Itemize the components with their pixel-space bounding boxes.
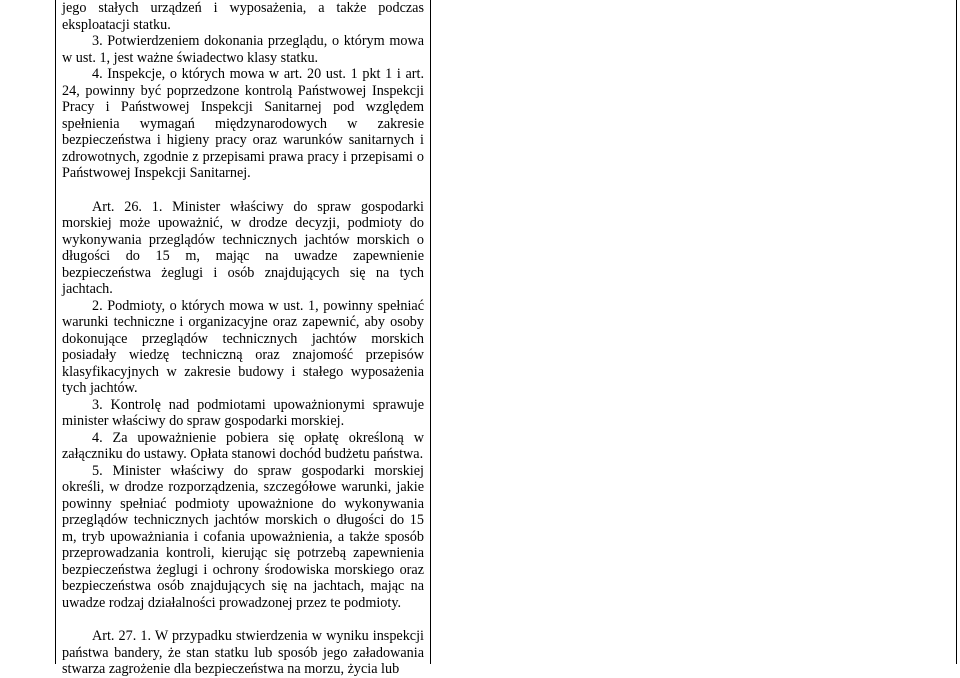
paragraph-spacer <box>62 182 424 199</box>
right-column-cell <box>431 0 956 664</box>
paragraph-art26-ust2: 2. Podmioty, o których mowa w ust. 1, powinny spełniać warunki techniczne i organizacyjne oraz zapewnić, aby osoby dokonujące przeglądów technicznych jachtów morskich posiadały wiedzę techniczną oraz znajomość przepisów klasyfikacyjnych w zakresie budowy i stałego wyposażenia tych jachtów. <box>62 297 424 396</box>
paragraph-art26-ust5: 5. Minister właściwy do spraw gospodarki morskiej określi, w drodze rozporządzenia, szczegółowe warunki, jakie powinny spełniać podmioty upoważnione do wykonywania przeglądów technicznych jachtów morskich o długości do 15 m, tryb upoważniania i cofania upoważnienia, a także sposób przeprowadzania kontroli, kierując się potrzebą zapewnienia bezpieczeństwa żeglugi i ochrony środowiska morskiego oraz bezpieczeństwa osób znajdujących się na jachtach, mając na uwadze rodzaj działalności prowadzonej przez te podmioty. <box>62 462 424 611</box>
paragraph-spacer <box>62 611 424 628</box>
paragraph-art25-ust3: 3. Potwierdzeniem dokonania przeglądu, o którym mowa w ust. 1, jest ważne świadectwo klasy statku. <box>62 33 424 66</box>
paragraph-art26-ust4: 4. Za upoważnienie pobiera się opłatę określoną w załączniku do ustawy. Opłata stanowi dochód budżetu państwa. <box>62 429 424 462</box>
paragraph-continuation: jego stałych urządzeń i wyposażenia, a także podczas eksploatacji statku. <box>62 0 424 33</box>
paragraph-art26-ust3: 3. Kontrolę nad podmiotami upoważnionymi sprawuje minister właściwy do spraw gospodarki morskiej. <box>62 396 424 429</box>
paragraph-art27-ust1: Art. 27. 1. W przypadku stwierdzenia w wyniku inspekcji państwa bandery, że stan statku lub sposób jego załadowania stwarza zagrożenie dla bezpieczeństwa na morzu, życia lub <box>62 628 424 677</box>
paragraph-art26-ust1: Art. 26. 1. Minister właściwy do spraw gospodarki morskiej może upoważnić, w drodze decyzji, podmioty do wykonywania przeglądów technicznych jachtów morskich o długości do 15 m, mając na uwadze zapewnienie bezpieczeństwa żeglugi i osób znajdujących się na tych jachtach. <box>62 198 424 297</box>
paragraph-art25-ust4: 4. Inspekcje, o których mowa w art. 20 ust. 1 pkt 1 i art. 24, powinny być poprzedzone kontrolą Państwowej Inspekcji Pracy i Państwowej Inspekcji Sanitarnej pod względem spełnienia wymagań międzynarodowych w zakresie bezpieczeństwa i higieny pracy oraz warunków sanitarnych i zdrowotnych, zgodnie z przepisami prawa pracy i przepisami o Państwowej Inspekcji Sanitarnej. <box>62 66 424 181</box>
document-table <box>55 0 957 677</box>
left-column-cell <box>62 0 424 678</box>
